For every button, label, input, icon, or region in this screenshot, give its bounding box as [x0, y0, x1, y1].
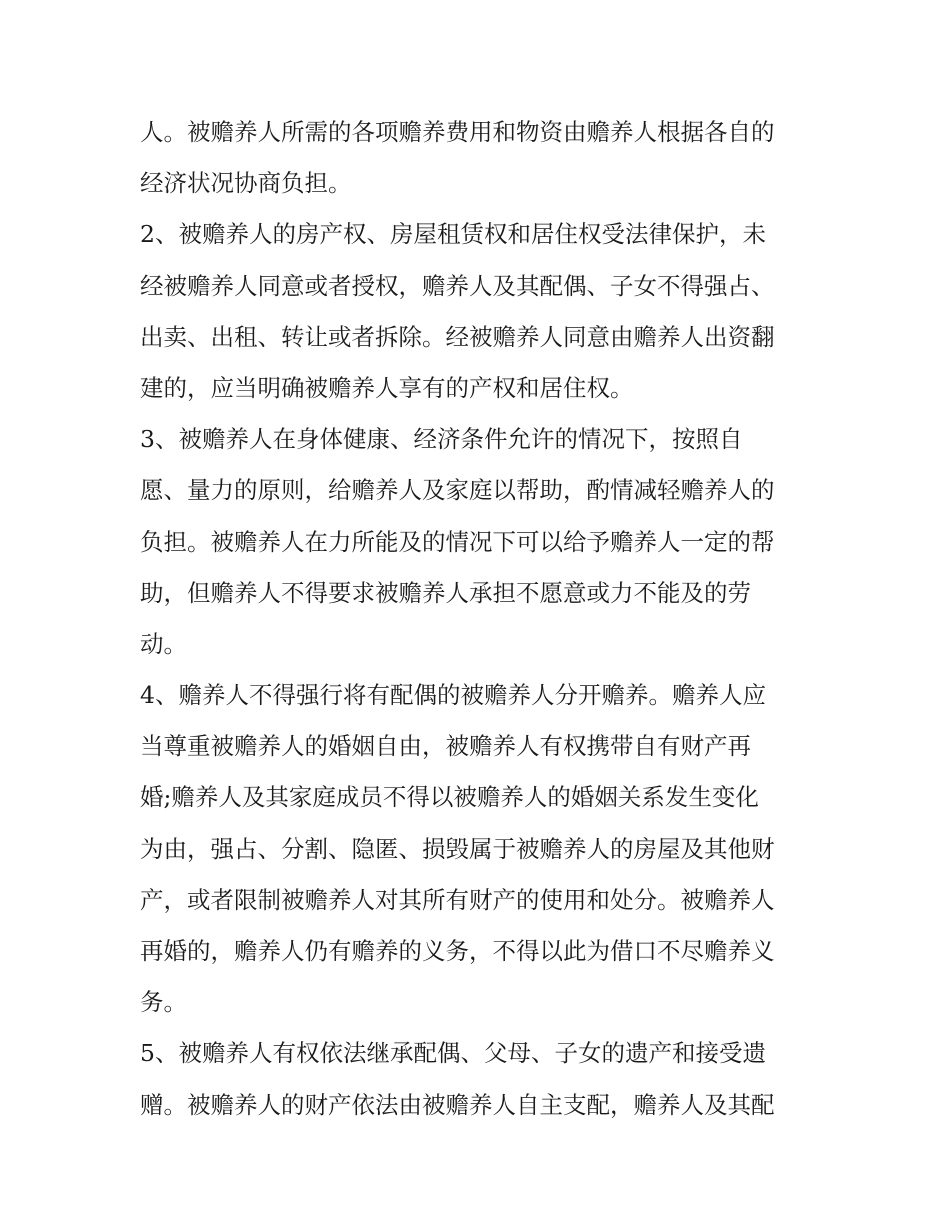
text-line: 再婚的，赡养人仍有赡养的义务，不得以此为借口不尽赡养义 [140, 937, 775, 965]
text-line: 5、被赡养人有权依法继承配偶、父母、子女的遗产和接受遗 [140, 1039, 766, 1068]
text-line: 2、被赡养人的房产权、房屋租赁权和居住权受法律保护，未 [140, 220, 766, 249]
text-line: 人。被赡养人所需的各项赡养费用和物资由赡养人根据各自的 [140, 118, 775, 146]
text-line: 婚;赡养人及其家庭成员不得以被赡养人的婚姻关系发生变化 [140, 783, 759, 812]
text-line: 经济状况协商负担。 [140, 169, 352, 198]
text-line: 负担。被赡养人在力所能及的情况下可以给予赡养人一定的帮 [140, 527, 775, 556]
text-line: 出卖、出租、转让或者拆除。经被赡养人同意由赡养人出资翻 [140, 322, 775, 351]
text-line: 动。 [140, 629, 187, 658]
text-line: 助，但赡养人不得要求被赡养人承担不愿意或力不能及的劳 [140, 578, 751, 607]
text-line: 产，或者限制被赡养人对其所有财产的使用和处分。被赡养人 [140, 885, 775, 914]
text-line: 当尊重被赡养人的婚姻自由，被赡养人有权携带自有财产再 [140, 732, 751, 761]
text-line: 建的，应当明确被赡养人享有的产权和居住权。 [140, 373, 634, 402]
text-line: 3、被赡养人在身体健康、经济条件允许的情况下，按照自 [140, 425, 743, 454]
text-line: 愿、量力的原则，给赡养人及家庭以帮助，酌情减轻赡养人的 [140, 476, 775, 505]
document-body [140, 107, 830, 1131]
text-line: 务。 [140, 988, 187, 1017]
text-line: 赠。被赡养人的财产依法由被赡养人自主支配，赡养人及其配 [140, 1090, 775, 1119]
text-line: 为由，强占、分割、隐匿、损毁属于被赡养人的房屋及其他财 [140, 834, 775, 863]
text-line: 4、赡养人不得强行将有配偶的被赡养人分开赡养。赡养人应 [140, 681, 766, 710]
text-line: 经被赡养人同意或者授权，赡养人及其配偶、子女不得强占、 [140, 271, 775, 300]
